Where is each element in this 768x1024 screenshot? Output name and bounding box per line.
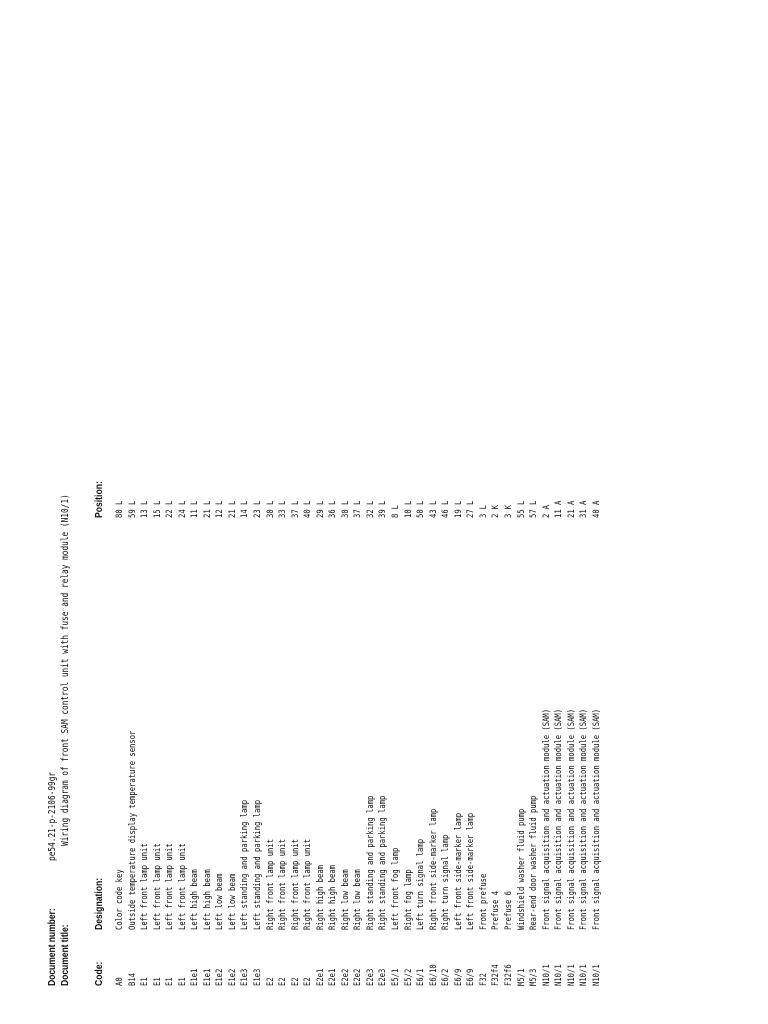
designation-cell: Left low beam bbox=[215, 873, 226, 930]
table-row bbox=[114, 0, 127, 1024]
designation-cell: Right front lamp unit bbox=[278, 838, 289, 930]
code-cell: E2e1 bbox=[315, 968, 326, 986]
table-row bbox=[277, 0, 290, 1024]
table-row bbox=[465, 0, 478, 1024]
position-cell: 57 L bbox=[529, 500, 540, 518]
table-row bbox=[177, 0, 190, 1024]
designation-cell: Outside temperature display temperature sensor bbox=[127, 730, 138, 930]
code-cell: E1e1 bbox=[190, 968, 201, 986]
table-row bbox=[478, 0, 491, 1024]
position-cell: 36 L bbox=[328, 500, 339, 518]
designation-cell: Left high beam bbox=[190, 869, 201, 930]
position-cell: 32 L bbox=[365, 500, 376, 518]
designation-column-header: Designation: bbox=[93, 877, 105, 930]
table-row bbox=[327, 0, 340, 1024]
table-row bbox=[164, 0, 177, 1024]
code-cell: E6/9 bbox=[466, 968, 477, 986]
code-cell: E2e1 bbox=[328, 968, 339, 986]
designation-cell: Left front fog lamp bbox=[391, 847, 402, 930]
document-number-label: Document number: bbox=[46, 908, 58, 986]
position-column-header: Position: bbox=[93, 481, 105, 518]
designation-cell: Right low beam bbox=[353, 869, 364, 930]
position-cell: 24 L bbox=[177, 500, 188, 518]
position-cell: 21 A bbox=[566, 500, 577, 518]
position-cell: 11 A bbox=[554, 500, 565, 518]
table-row bbox=[591, 0, 604, 1024]
position-cell: 37 L bbox=[353, 500, 364, 518]
code-cell: N10/1 bbox=[591, 964, 602, 986]
position-cell: 10 L bbox=[403, 500, 414, 518]
code-cell: E1e2 bbox=[227, 968, 238, 986]
position-cell: 8 L bbox=[391, 504, 402, 518]
code-cell: M5/3 bbox=[529, 968, 540, 986]
table-row bbox=[566, 0, 579, 1024]
code-cell: B14 bbox=[127, 972, 138, 986]
table-row bbox=[428, 0, 441, 1024]
code-cell: E6/9 bbox=[453, 968, 464, 986]
code-cell: F32f4 bbox=[491, 964, 502, 986]
position-cell: 15 L bbox=[152, 500, 163, 518]
designation-cell: Prefuse 6 bbox=[503, 890, 514, 930]
code-cell: E5/2 bbox=[403, 968, 414, 986]
table-row bbox=[377, 0, 390, 1024]
code-cell: E1e3 bbox=[253, 968, 264, 986]
position-cell: 12 L bbox=[215, 500, 226, 518]
designation-cell: Left front lamp unit bbox=[140, 843, 151, 930]
designation-cell: Right standing and parking lamp bbox=[378, 795, 389, 930]
code-cell: E1e1 bbox=[202, 968, 213, 986]
document-title-label: Document title: bbox=[59, 924, 71, 986]
code-cell: E1 bbox=[177, 977, 188, 986]
table-row bbox=[365, 0, 378, 1024]
table-row bbox=[127, 0, 140, 1024]
position-cell: 29 L bbox=[315, 500, 326, 518]
designation-cell: Right low beam bbox=[340, 869, 351, 930]
position-cell: 19 L bbox=[453, 500, 464, 518]
designation-cell: Right front side-marker lamp bbox=[428, 808, 439, 930]
position-cell: 30 L bbox=[340, 500, 351, 518]
designation-cell: Prefuse 4 bbox=[491, 890, 502, 930]
designation-cell: Left front side-marker lamp bbox=[466, 812, 477, 930]
code-cell: N10/1 bbox=[541, 964, 552, 986]
table-row bbox=[340, 0, 353, 1024]
position-cell: 2 K bbox=[491, 504, 502, 518]
designation-cell: Left front lamp unit bbox=[152, 843, 163, 930]
position-cell: 11 L bbox=[190, 500, 201, 518]
code-cell: N10/1 bbox=[579, 964, 590, 986]
designation-cell: Left front lamp unit bbox=[165, 843, 176, 930]
designation-cell: Right front lamp unit bbox=[303, 838, 314, 930]
parts-table bbox=[114, 0, 603, 1024]
code-cell: F32f6 bbox=[503, 964, 514, 986]
table-row bbox=[440, 0, 453, 1024]
table-row bbox=[503, 0, 516, 1024]
position-cell: 22 L bbox=[165, 500, 176, 518]
designation-cell: Left front lamp unit bbox=[177, 843, 188, 930]
designation-cell: Right front lamp unit bbox=[265, 838, 276, 930]
position-cell: 3 L bbox=[478, 504, 489, 518]
designation-cell: Left low beam bbox=[227, 873, 238, 930]
designation-cell: Front signal acquisition and actuation module (SAM) bbox=[566, 708, 577, 930]
table-row bbox=[541, 0, 554, 1024]
position-cell: 80 L bbox=[115, 500, 125, 518]
table-row bbox=[152, 0, 165, 1024]
designation-cell: Left standing and parking lamp bbox=[253, 799, 264, 930]
designation-cell: Right high beam bbox=[328, 864, 339, 930]
table-row bbox=[352, 0, 365, 1024]
position-cell: 21 L bbox=[227, 500, 238, 518]
code-cell: E6/1 bbox=[416, 968, 427, 986]
designation-cell: Right front lamp unit bbox=[290, 838, 301, 930]
code-cell: E6/2 bbox=[441, 968, 452, 986]
position-cell: 13 L bbox=[140, 500, 151, 518]
position-cell: 37 L bbox=[290, 500, 301, 518]
code-cell: E2e2 bbox=[353, 968, 364, 986]
code-cell: A0 bbox=[115, 977, 125, 986]
code-cell: N10/1 bbox=[566, 964, 577, 986]
position-cell: 33 L bbox=[278, 500, 289, 518]
position-cell: 39 L bbox=[378, 500, 389, 518]
code-column-header: Code: bbox=[93, 961, 105, 986]
position-cell: 55 L bbox=[516, 500, 527, 518]
table-row bbox=[227, 0, 240, 1024]
designation-cell: Right fog lamp bbox=[403, 869, 414, 930]
designation-cell: Rear-end door washer fluid pump bbox=[529, 795, 540, 930]
designation-cell: Front signal acquisition and actuation module (SAM) bbox=[591, 708, 602, 930]
designation-cell: Front signal acquisition and actuation module (SAM) bbox=[579, 708, 590, 930]
table-row bbox=[516, 0, 529, 1024]
position-cell: 43 L bbox=[428, 500, 439, 518]
table-row bbox=[415, 0, 428, 1024]
code-cell: E2e2 bbox=[340, 968, 351, 986]
table-row bbox=[302, 0, 315, 1024]
position-cell: 30 L bbox=[265, 500, 276, 518]
code-cell: E5/1 bbox=[391, 968, 402, 986]
designation-cell: Windshield washer fluid pump bbox=[516, 808, 527, 930]
document-number-value: pe54.21-p-2106-99gr bbox=[47, 771, 58, 861]
code-cell: E2 bbox=[278, 977, 289, 986]
table-row bbox=[265, 0, 278, 1024]
table-row bbox=[403, 0, 416, 1024]
position-cell: 3 K bbox=[503, 504, 514, 518]
position-cell: 31 A bbox=[579, 500, 590, 518]
code-cell: N10/1 bbox=[554, 964, 565, 986]
table-row bbox=[390, 0, 403, 1024]
code-cell: E6/10 bbox=[428, 964, 439, 986]
designation-cell: Front signal acquisition and actuation module (SAM) bbox=[541, 708, 552, 930]
designation-cell: Left turn signal lamp bbox=[416, 838, 427, 930]
code-cell: E1e2 bbox=[215, 968, 226, 986]
position-cell: 21 L bbox=[202, 500, 213, 518]
designation-cell: Color code key bbox=[115, 869, 125, 930]
code-cell: E2e3 bbox=[378, 968, 389, 986]
position-cell: 40 L bbox=[303, 500, 314, 518]
code-cell: E2 bbox=[265, 977, 276, 986]
table-row bbox=[189, 0, 202, 1024]
table-row bbox=[553, 0, 566, 1024]
code-cell: E1 bbox=[152, 977, 163, 986]
designation-cell: Front signal acquisition and actuation module (SAM) bbox=[554, 708, 565, 930]
code-cell: E2 bbox=[303, 977, 314, 986]
designation-cell: Front prefuse bbox=[478, 873, 489, 930]
designation-cell: Right standing and parking lamp bbox=[365, 795, 376, 930]
designation-cell: Right high beam bbox=[315, 864, 326, 930]
table-row bbox=[490, 0, 503, 1024]
position-cell: 40 A bbox=[591, 500, 602, 518]
code-cell: E1e3 bbox=[240, 968, 251, 986]
position-cell: 50 L bbox=[416, 500, 427, 518]
code-cell: E2e3 bbox=[365, 968, 376, 986]
table-row bbox=[202, 0, 215, 1024]
designation-cell: Left front side-marker lamp bbox=[453, 812, 464, 930]
table-row bbox=[252, 0, 265, 1024]
position-cell: 27 L bbox=[466, 500, 477, 518]
position-cell: 46 L bbox=[441, 500, 452, 518]
code-cell: E2 bbox=[290, 977, 301, 986]
designation-cell: Right turn signal lamp bbox=[441, 834, 452, 930]
table-row bbox=[214, 0, 227, 1024]
table-row bbox=[239, 0, 252, 1024]
position-cell: 2 A bbox=[541, 504, 552, 518]
code-cell: E1 bbox=[140, 977, 151, 986]
table-row bbox=[290, 0, 303, 1024]
table-row bbox=[528, 0, 541, 1024]
table-row bbox=[315, 0, 328, 1024]
table-row bbox=[453, 0, 466, 1024]
position-cell: 59 L bbox=[127, 500, 138, 518]
code-cell: E1 bbox=[165, 977, 176, 986]
code-cell: M5/1 bbox=[516, 968, 527, 986]
designation-cell: Left standing and parking lamp bbox=[240, 799, 251, 930]
designation-cell: Left high beam bbox=[202, 869, 213, 930]
table-row bbox=[139, 0, 152, 1024]
table-row bbox=[578, 0, 591, 1024]
code-cell: F32 bbox=[478, 972, 489, 986]
document-title-value: Wiring diagram of front SAM control unit with fuse and relay module (N10/1) bbox=[60, 494, 71, 846]
position-cell: 14 L bbox=[240, 500, 251, 518]
position-cell: 23 L bbox=[253, 500, 264, 518]
